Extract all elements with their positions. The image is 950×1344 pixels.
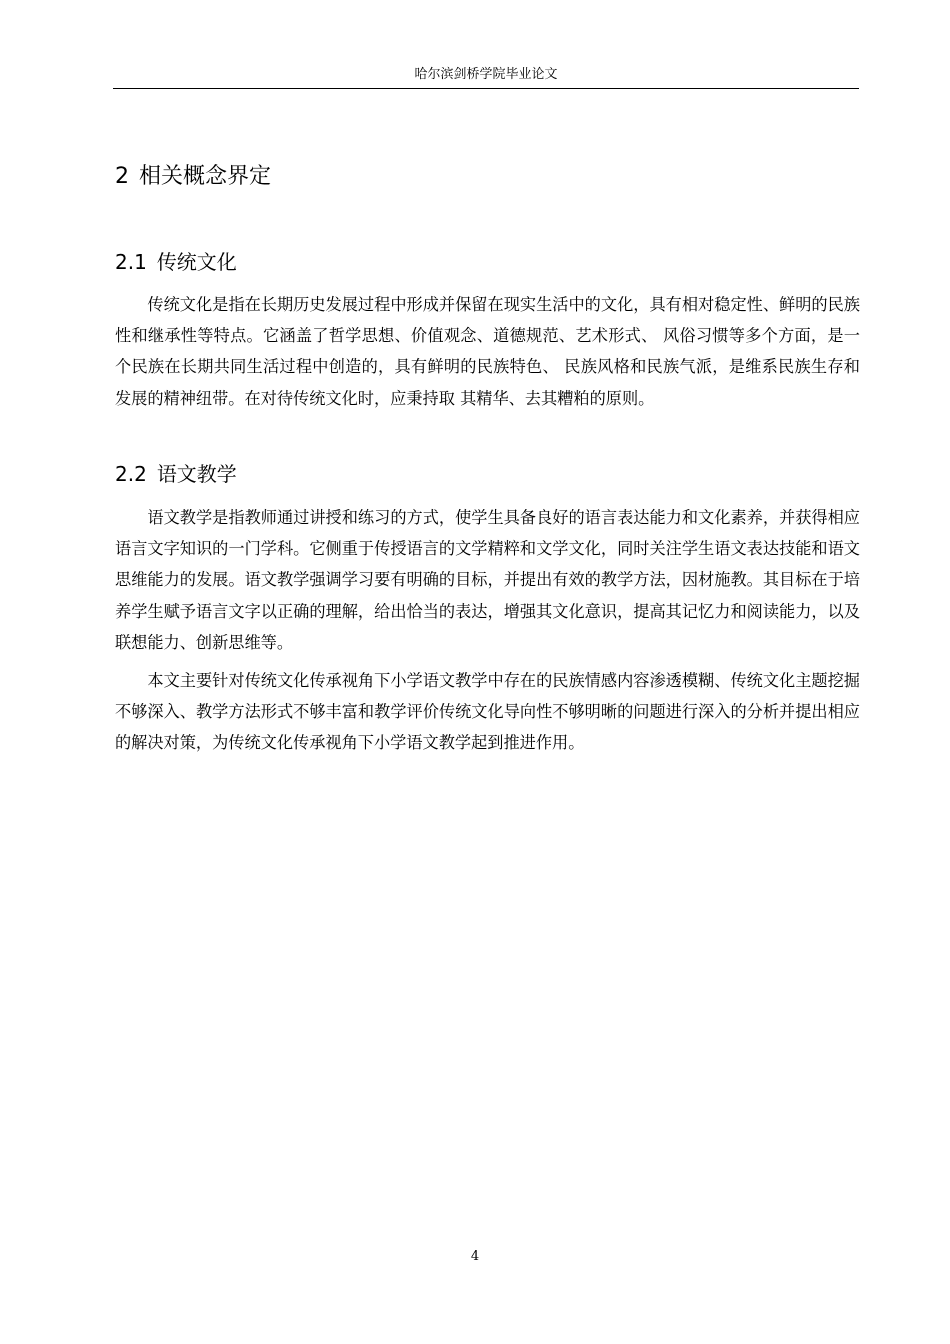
header-divider xyxy=(113,88,859,89)
section-number: 2.1 xyxy=(115,250,147,274)
section-title: 语文教学 xyxy=(156,462,237,486)
section-title: 传统文化 xyxy=(156,250,237,274)
chapter-heading xyxy=(115,162,271,192)
section-number: 2.2 xyxy=(115,462,147,486)
page-number: 4 xyxy=(470,1249,480,1264)
chapter-number: 2 xyxy=(115,164,129,189)
section-heading-2-1 xyxy=(115,248,237,276)
paragraph-thesis-aim: 本文主要针对传统文化传承视角下小学语文教学中存在的民族情感内容渗透模糊、传统文化主题挖掘不够深入、教学方法形式不够丰富和教学评价传统文化导向性不够明晰的问题进行深入的分析并提出相应的解决对策，为传统文化传承视角下小学语文教学起到推进作用。 xyxy=(115,671,860,753)
paragraph-chinese-teaching: 语文教学是指教师通过讲授和练习的方式，使学生具备良好的语言表达能力和文化素养，并获得相应语言文字知识的一门学科。它侧重于传授语言的文学精粹和文学文化，同时关注学生语文表达技能和语文思维能力的发展。语文教学强调学习要有明确的目标，并提出有效的教学方法，因材施教。其目标在于培养学生赋予语言文字以正确的理解，给出恰当的表达，增强其文化意识，提高其记忆力和阅读能力，以及联想能力、创新思维等。 xyxy=(115,508,860,652)
paragraph-traditional-culture: 传统文化是指在长期历史发展过程中形成并保留在现实生活中的文化，具有相对稳定性、鲜明的民族性和继承性等特点。它涵盖了哲学思想、价值观念、道德规范、艺术形式、 风俗习惯等多个方面，是一个民族在长期共同生活过程中创造的，具有鲜明的民族特色、 民族风格和民族气派，是维系民族生存和发展的精神纽带。在对待传统文化时，应秉持取 其精华、去其糟粕的原则。 xyxy=(115,295,860,408)
chapter-title: 相关概念界定 xyxy=(139,164,272,189)
running-header: 哈尔滨剑桥学院毕业论文 xyxy=(414,67,558,82)
section-heading-2-2 xyxy=(115,460,237,488)
